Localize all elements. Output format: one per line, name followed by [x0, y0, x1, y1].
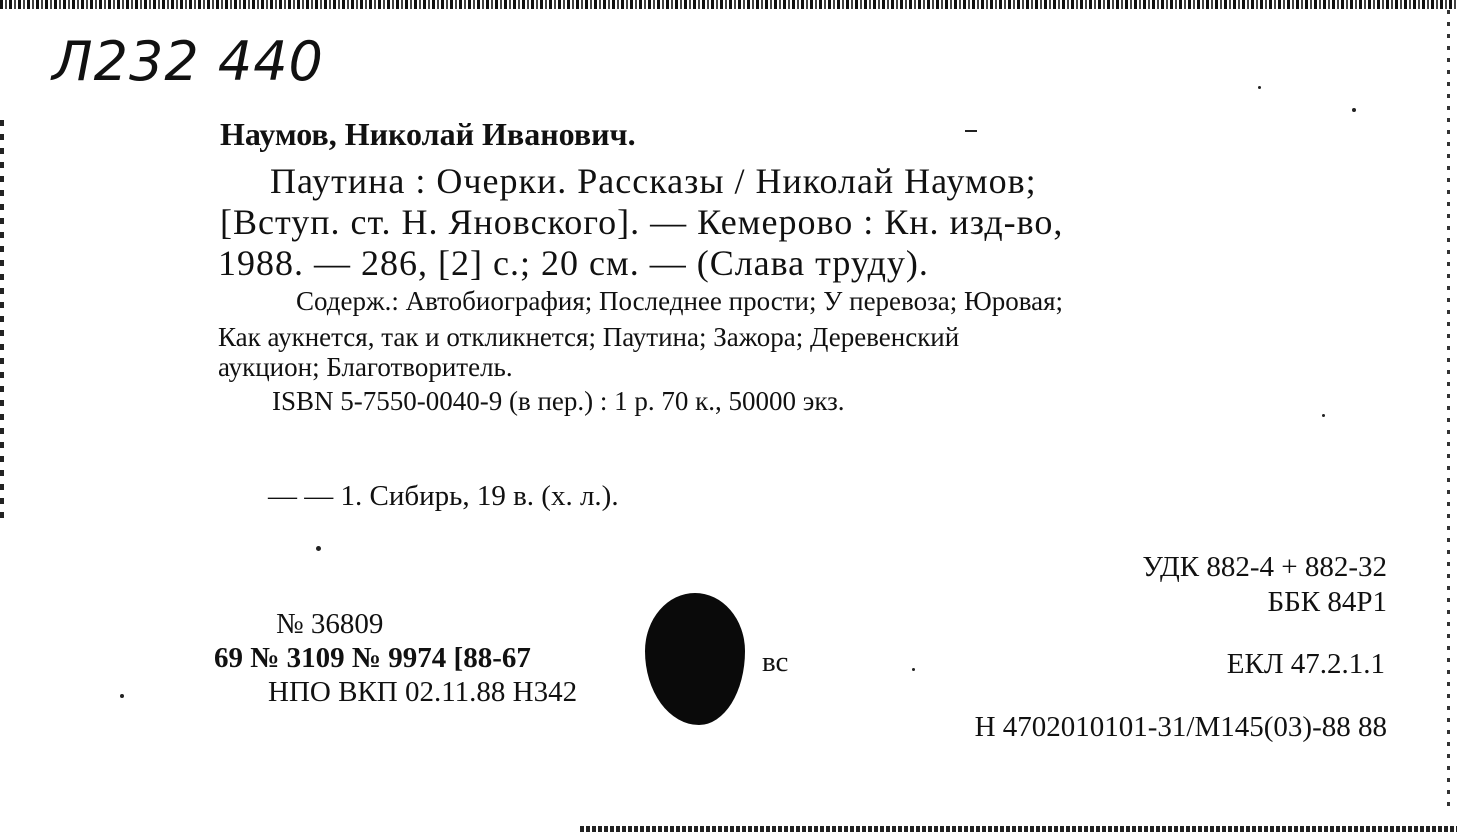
isbn-line: ISBN 5-7550-0040-9 (в пер.) : 1 р. 70 к., 50000 экз. — [272, 386, 845, 416]
ink-speck — [120, 694, 124, 698]
order-suffix: вс — [762, 646, 789, 678]
order-line: 69 № 3109 № 9974 [88-67 — [214, 642, 531, 674]
handwritten-inventory-number: Л232 440 — [52, 30, 324, 93]
ekl-code: ЕКЛ 47.2.1.1 — [1226, 648, 1385, 680]
publisher-code: Н 4702010101-31/М145(03)-88 88 — [974, 711, 1387, 743]
card-top-edge — [0, 0, 1457, 9]
subject-heading: — — 1. Сибирь, 19 в. (х. л.). — [268, 480, 619, 512]
udk-code: УДК 882-4 + 882-32 — [1142, 551, 1387, 583]
npo-line: НПО ВКП 02.11.88 Н342 — [268, 676, 578, 708]
ink-speck — [1322, 414, 1325, 417]
ink-speck — [912, 668, 915, 671]
card-left-edge — [0, 120, 4, 520]
ink-speck — [1352, 108, 1356, 112]
ink-dash — [965, 130, 977, 132]
contents-line-1: Содерж.: Автобиография; Последнее прости; У перевоза; Юровая; — [296, 286, 1064, 316]
card-right-edge — [1447, 10, 1450, 810]
registry-number: № 36809 — [276, 608, 384, 640]
contents-line-2: Как аукнется, так и откликнется; Паутина; Зажора; Деревенский — [218, 322, 960, 352]
card-bottom-edge — [580, 826, 1457, 832]
title-line-3: 1988. — 286, [2] с.; 20 см. — (Слава труду). — [218, 243, 929, 283]
ink-blot — [645, 593, 745, 725]
ink-speck — [316, 546, 321, 551]
title-line-2: [Вступ. ст. Н. Яновского]. — Кемерово : Кн. изд-во, — [220, 202, 1064, 242]
bbk-code: ББК 84Р1 — [1267, 586, 1387, 618]
ink-speck — [1258, 86, 1261, 89]
title-line-1: Паутина : Очерки. Рассказы / Николай Наумов; — [270, 161, 1037, 201]
contents-line-3: аукцион; Благотворитель. — [218, 352, 513, 382]
author-heading: Наумов, Николай Иванович. — [220, 116, 636, 152]
